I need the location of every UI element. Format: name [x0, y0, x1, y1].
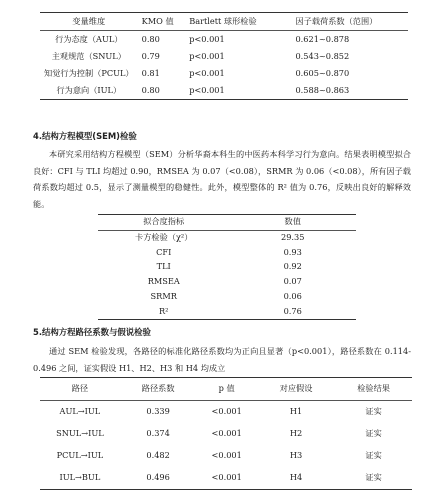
table-row	[98, 260, 356, 275]
table-row	[40, 65, 408, 82]
table-cell: 0.79	[141, 50, 160, 61]
table-row	[98, 230, 356, 245]
table-row	[40, 423, 412, 445]
kmo-bartlett-table	[40, 12, 408, 100]
table-row	[98, 289, 356, 304]
table-header-cell: 变量维度	[40, 13, 138, 31]
table-cell: 0.543~0.852	[295, 50, 350, 61]
table-row	[40, 401, 412, 424]
table-row	[40, 31, 408, 49]
table-header-cell: 因子载荷系数（范围）	[291, 13, 408, 31]
table-header-row	[40, 378, 412, 401]
table-header-cell: 路径	[40, 378, 120, 401]
table-header-cell: 数值	[229, 215, 356, 231]
model-fit-table	[98, 214, 356, 320]
table-cell: 0.92	[283, 261, 302, 272]
table-cell: p<0.001	[189, 67, 225, 78]
section-heading: 5.结构方程路径系数与假说检验	[33, 327, 151, 337]
table-header-cell: 路径系数	[120, 378, 197, 401]
table-row	[40, 467, 412, 490]
table-header-cell: 检验结果	[335, 378, 412, 401]
table-cell: TLI	[156, 261, 171, 272]
table-cell: 0.81	[141, 67, 160, 78]
table-cell: H2	[289, 428, 303, 439]
body-paragraph: 通过 SEM 检验发现，各路径的标准化路径系数均为正向且显著（p<0.001），路径系数在 0.114-0.496 之间，证实假设 H1、H2、H3 和 H4 均成立	[33, 346, 411, 373]
table-cell: AUL→IUL	[59, 406, 101, 417]
table-cell: 0.339	[146, 406, 170, 417]
table-cell: SRMR	[150, 290, 177, 301]
table-cell: 0.482	[146, 450, 170, 461]
table-cell: p<0.001	[189, 33, 225, 44]
table-header-row	[40, 13, 408, 31]
table-cell: 0.07	[283, 276, 302, 287]
table-cell: 0.06	[283, 290, 302, 301]
table-cell: 行为意向（IUL）	[56, 84, 122, 95]
table-cell: H1	[289, 406, 303, 417]
table-cell: IUL→BUL	[59, 472, 101, 483]
table-cell: 卡方检验（χ²）	[135, 232, 193, 243]
table-cell: RMSEA	[147, 276, 180, 287]
table-header-cell: KMO 值	[138, 13, 186, 31]
table-cell: 29.35	[280, 232, 305, 243]
table-cell: 0.588~0.863	[295, 84, 350, 95]
table-header-cell: Bartlett 球形检验	[185, 13, 291, 31]
table-header-cell: 对应假设	[257, 378, 335, 401]
table-cell: 0.496	[146, 472, 170, 483]
table-row	[98, 275, 356, 290]
table-row	[40, 82, 408, 100]
table-header-row	[98, 215, 356, 231]
table-cell: 0.605~0.870	[295, 67, 350, 78]
path-coefficient-table	[40, 377, 412, 490]
body-paragraph: 本研究采用结构方程模型（SEM）分析华裔本科生的中医药本科学习行为意向。结果表明模型拟合良好：CFI 与 TLI 均超过 0.90，RMSEA 为 0.07（<0.08），SRMR 为 0.06（<0.08），所有因子载荷系数均超过 0.5，显示了测量模型的稳健性。此外，模型整体的 R² 值为 0.76，反映出良好的解释效能。	[33, 149, 411, 209]
table-cell: 证实	[365, 450, 382, 461]
table-cell: 0.80	[141, 33, 160, 44]
table-cell: H4	[289, 472, 303, 483]
table-cell: 证实	[365, 428, 382, 439]
table-cell: 0.76	[283, 305, 302, 316]
section-heading: 4.结构方程模型(SEM)检验	[33, 131, 137, 141]
table-row	[40, 48, 408, 65]
table-cell: CFI	[156, 246, 172, 257]
table-cell: <0.001	[211, 450, 242, 461]
table-cell: p<0.001	[189, 84, 225, 95]
table-header-cell: p 值	[197, 378, 257, 401]
table-cell: SNUL→IUL	[56, 428, 104, 439]
table-cell: p<0.001	[189, 50, 225, 61]
table-cell: 证实	[365, 406, 382, 417]
table-row	[40, 445, 412, 467]
table-cell: 证实	[365, 472, 382, 483]
table-cell: H3	[289, 450, 303, 461]
table-cell: 0.93	[283, 246, 302, 257]
table-cell: 主观规范（SNUL）	[51, 50, 126, 61]
table-cell: 知觉行为控制（PCUL）	[44, 67, 134, 78]
table-cell: PCUL→IUL	[56, 450, 104, 461]
table-cell: <0.001	[211, 472, 242, 483]
table-cell: <0.001	[211, 406, 242, 417]
table-cell: <0.001	[211, 428, 242, 439]
table-cell: 0.374	[146, 428, 170, 439]
table-cell: 0.80	[141, 84, 160, 95]
table-header-cell: 拟合度指标	[98, 215, 229, 231]
table-cell: 0.621~0.878	[295, 33, 350, 44]
table-row	[98, 304, 356, 319]
table-cell: R²	[158, 305, 169, 316]
table-row	[98, 245, 356, 260]
table-cell: 行为态度（AUL）	[55, 33, 123, 44]
